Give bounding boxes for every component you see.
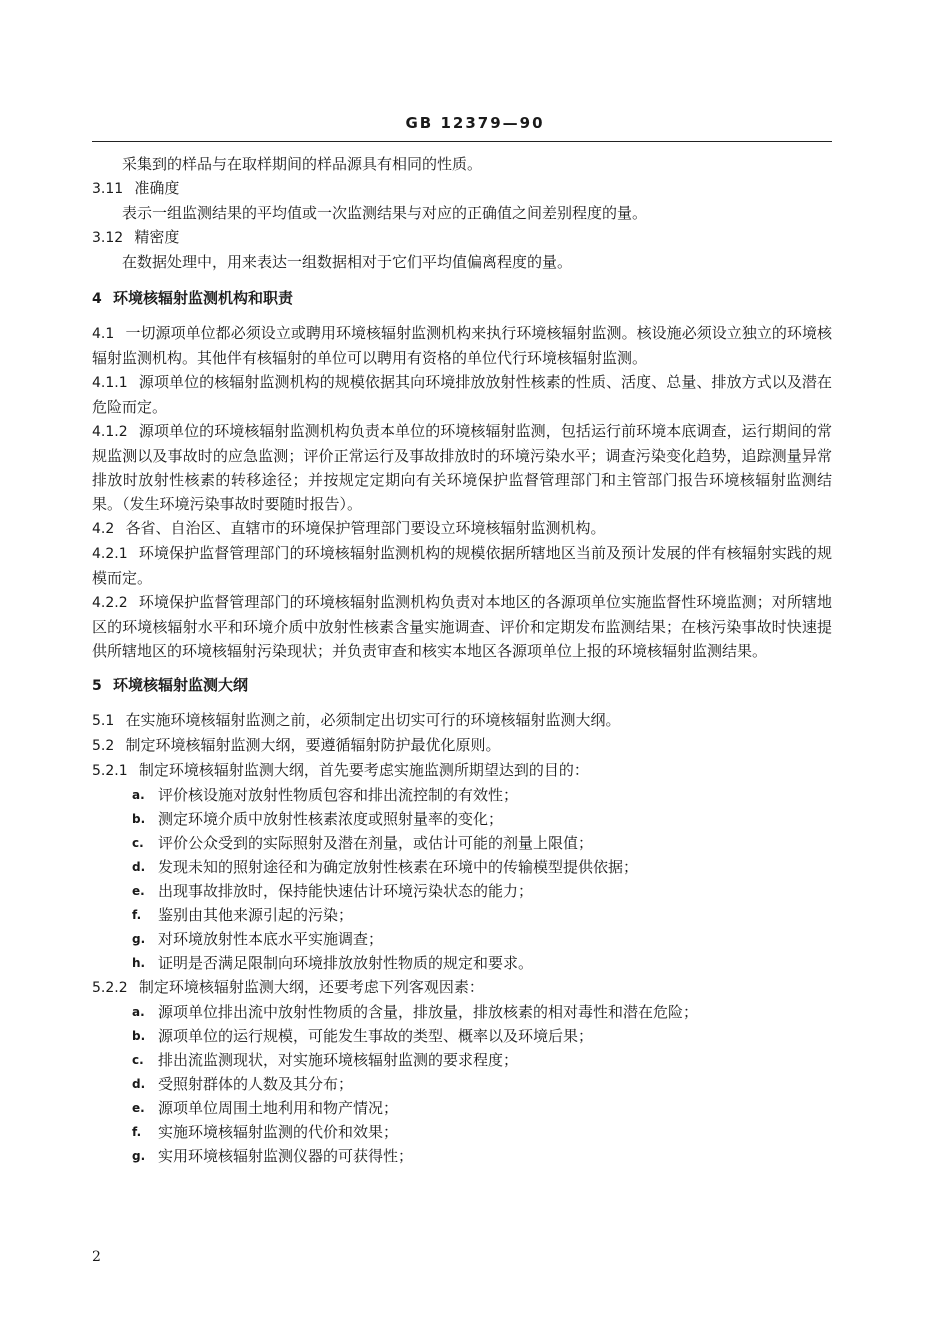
page-content — [92, 152, 832, 1168]
list-label: g. — [132, 1149, 146, 1163]
clause-number: 5.2 — [92, 738, 115, 754]
list-label: e. — [132, 884, 145, 898]
clause-3-12-heading — [92, 225, 832, 250]
clause-text: 环境保护监督管理部门的环境核辐射监测机构的规模依据所辖地区当前及预计发展的伴有核辐射实践的规模而定。 — [92, 544, 832, 587]
section-number: 4 — [92, 291, 102, 307]
list-text: 源项单位的运行规模，可能发生事故的类型、概率以及环境后果； — [158, 1027, 594, 1045]
list-item — [92, 1048, 832, 1072]
clause-number: 4.2 — [92, 521, 115, 537]
section-title: 环境核辐射监测大纲 — [112, 676, 248, 694]
clause-5-1 — [92, 708, 832, 733]
clause-text: 在实施环境核辐射监测之前，必须制定出切实可行的环境核辐射监测大纲。 — [125, 711, 621, 729]
list-text: 发现未知的照射途径和为确定放射性核素在环境中的传输模型提供依据； — [158, 858, 639, 876]
clause-text: 制定环境核辐射监测大纲，还要考虑下列客观因素： — [138, 978, 484, 996]
clause-4-2-2 — [92, 590, 832, 663]
list-text: 源项单位排出流中放射性物质的含量，排放量，排放核素的相对毒性和潜在危险； — [158, 1003, 699, 1021]
clause-3-11-definition: 表示一组监测结果的平均值或一次监测结果与对应的正确值之间差别程度的量。 — [122, 204, 648, 222]
list-item — [92, 1000, 832, 1024]
list-item — [92, 855, 832, 879]
list-item — [92, 783, 832, 807]
clause-4-2 — [92, 516, 832, 541]
term-title: 准确度 — [134, 179, 180, 197]
list-label: c. — [132, 1053, 144, 1067]
list-text: 源项单位周围土地利用和物产情况； — [158, 1099, 399, 1117]
page-header: GB 12379—90 — [405, 114, 545, 132]
clause-4-2-1 — [92, 541, 832, 590]
list-label: d. — [132, 1077, 146, 1091]
clause-number: 3.12 — [92, 230, 124, 246]
clause-number: 4.2.2 — [92, 595, 128, 611]
clause-5-2-2 — [92, 975, 832, 1000]
list-label: d. — [132, 860, 146, 874]
clause-5-2-1 — [92, 758, 832, 783]
list-label: a. — [132, 788, 145, 802]
clause-text: 环境保护监督管理部门的环境核辐射监测机构负责对本地区的各源项单位实施监督性环境监测；对所辖地区的环境核辐射水平和环境介质中放射性核素含量实施调查、评价和定期发布监测结果；在核污染事故时快速提供所辖地区的环境核辐射污染现状；并负责审查和核实本地区各源项单位上报的环境核辐射监测结果。 — [92, 593, 832, 660]
list-item — [92, 831, 832, 855]
list-text: 排出流监测现状，对实施环境核辐射监测的要求程度； — [158, 1051, 519, 1069]
clause-text: 制定环境核辐射监测大纲，要遵循辐射防护最优化原则。 — [125, 736, 501, 754]
clause-5-2 — [92, 733, 832, 758]
clause-text: 源项单位的环境核辐射监测机构负责本单位的环境核辐射监测，包括运行前环境本底调查，运行期间的常规监测以及事故时的应急监测；评价正常运行及事故排放时的环境污染水平；调查污染变化趋势，追踪测量异常排放时放射性核素的转移途径；并按规定定期向有关环境保护监督管理部门和主管部门报告环境核辐射监测结果。（发生环境污染事故时要随时报告）。 — [92, 422, 832, 513]
clause-number: 4.1 — [92, 326, 115, 342]
list-item — [92, 1096, 832, 1120]
list-text: 评价公众受到的实际照射及潜在剂量，或估计可能的剂量上限值； — [158, 834, 594, 852]
list-label: h. — [132, 956, 146, 970]
list-label: e. — [132, 1101, 145, 1115]
list-text: 评价核设施对放射性物质包容和排出流控制的有效性； — [158, 786, 519, 804]
clause-4-1-2 — [92, 419, 832, 516]
clause-3-12-definition: 在数据处理中，用来表达一组数据相对于它们平均值偏离程度的量。 — [122, 253, 573, 271]
list-item — [92, 1072, 832, 1096]
clause-4-1-1 — [92, 370, 832, 419]
clause-number: 5.1 — [92, 713, 115, 729]
term-title: 精密度 — [134, 228, 180, 246]
clause-text: 源项单位的核辐射监测机构的规模依据其向环境排放放射性核素的性质、活度、总量、排放方式以及潜在危险而定。 — [92, 373, 832, 416]
clause-4-1 — [92, 321, 832, 370]
section-number: 5 — [92, 678, 102, 694]
list-text: 出现事故排放时，保持能快速估计环境污染状态的能力； — [158, 882, 534, 900]
clause-number: 4.2.1 — [92, 546, 128, 562]
list-label: a. — [132, 1005, 145, 1019]
list-text: 对环境放射性本底水平实施调查； — [158, 930, 384, 948]
section-title: 环境核辐射监测机构和职责 — [112, 289, 293, 307]
clause-text: 一切源项单位都必须设立或聘用环境核辐射监测机构来执行环境核辐射监测。核设施必须设立独立的环境核辐射监测机构。其他伴有核辐射的单位可以聘用有资格的单位代行环境核辐射监测。 — [92, 324, 832, 367]
list-label: f. — [132, 908, 142, 922]
list-label: f. — [132, 1125, 142, 1139]
clause-3-11-heading — [92, 176, 832, 201]
list-text: 鉴别由其他来源引起的污染； — [158, 906, 354, 924]
clause-number: 5.2.1 — [92, 763, 128, 779]
section-5-heading — [92, 673, 832, 698]
list-label: g. — [132, 932, 146, 946]
clause-number: 3.11 — [92, 181, 124, 197]
list-item — [92, 807, 832, 831]
list-label: c. — [132, 836, 144, 850]
list-5-2-1 — [92, 783, 832, 975]
list-text: 测定环境介质中放射性核素浓度或照射量率的变化； — [158, 810, 504, 828]
header-rule — [92, 141, 832, 142]
list-item — [92, 927, 832, 951]
list-item — [92, 1120, 832, 1144]
list-item — [92, 879, 832, 903]
page-number: 2 — [92, 1249, 101, 1265]
clause-number: 4.1.2 — [92, 424, 128, 440]
list-item — [92, 1024, 832, 1048]
list-label: b. — [132, 1029, 146, 1043]
list-5-2-2 — [92, 1000, 832, 1168]
list-item — [92, 951, 832, 975]
clause-text: 各省、自治区、直辖市的环境保护管理部门要设立环境核辐射监测机构。 — [125, 519, 606, 537]
list-text: 受照射群体的人数及其分布； — [158, 1075, 354, 1093]
clause-number: 4.1.1 — [92, 375, 128, 391]
list-text: 证明是否满足限制向环境排放放射性物质的规定和要求。 — [158, 954, 534, 972]
list-label: b. — [132, 812, 146, 826]
list-item — [92, 903, 832, 927]
clause-number: 5.2.2 — [92, 980, 128, 996]
section-4-heading — [92, 286, 832, 311]
clause-text: 制定环境核辐射监测大纲，首先要考虑实施监测所期望达到的目的： — [138, 761, 589, 779]
list-text: 实施环境核辐射监测的代价和效果； — [158, 1123, 399, 1141]
list-text: 实用环境核辐射监测仪器的可获得性； — [158, 1147, 414, 1165]
paragraph-continuation: 采集到的样品与在取样期间的样品源具有相同的性质。 — [122, 155, 483, 173]
list-item — [92, 1144, 832, 1168]
